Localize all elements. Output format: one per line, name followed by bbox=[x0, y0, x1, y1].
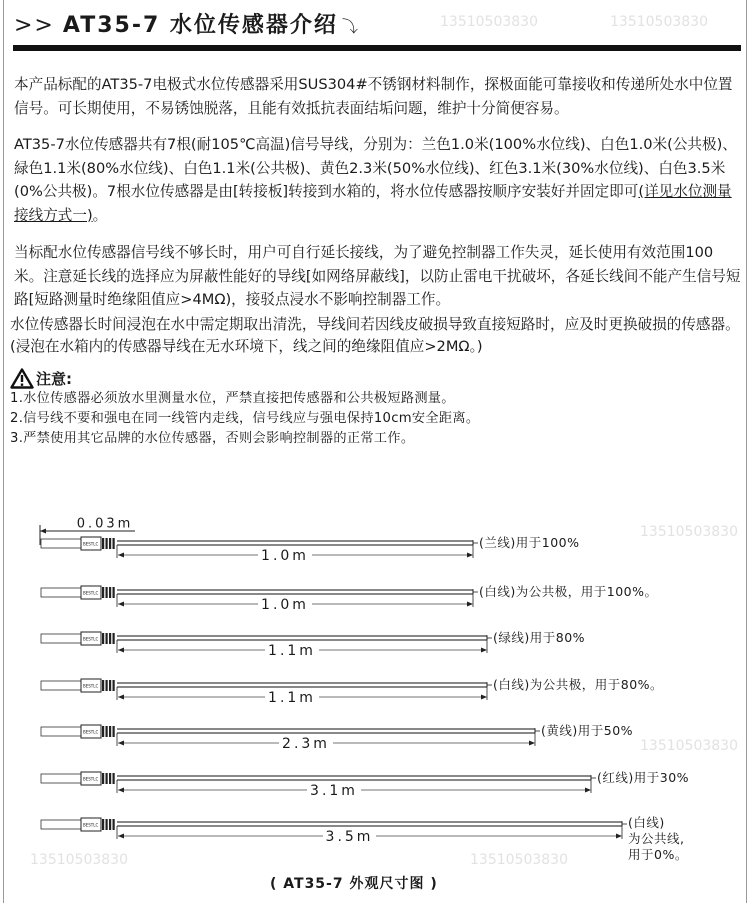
connector-ridge bbox=[102, 538, 104, 549]
connector-ridge bbox=[102, 819, 104, 830]
dimension-arrow-left bbox=[118, 788, 124, 793]
connector-brand-text: BESTLC bbox=[83, 822, 99, 828]
chevron-icon: >> bbox=[14, 13, 55, 38]
connector-ridge bbox=[102, 726, 104, 737]
intro-paragraph: 本产品标配的AT35-7电极式水位传感器采用SUS304#不锈钢材料制作，探极面能可靠接收和传递所处水中位置信号。可长期使用，不易锈蚀脱落，且能有效抵抗表面结垢问题，维护十分简便容易。 bbox=[14, 76, 733, 117]
connector-ridge bbox=[113, 773, 115, 784]
connector-brand-text: BESTLC bbox=[83, 590, 99, 596]
dimension-arrow-left bbox=[118, 834, 124, 839]
wire-stub bbox=[41, 681, 81, 690]
wire-stub bbox=[41, 634, 81, 643]
dimension-arrow-right bbox=[529, 741, 535, 746]
wire-length-label: 2.3m bbox=[279, 736, 333, 752]
connector-ridge bbox=[113, 538, 115, 549]
extension-paragraph: 当标配水位传感器信号线不够长时，用户可自行延长接线，为了避免控制器工作失灵，延长使用有效范围100米。注意延长线的选择应为屏蔽性能好的导线[如网络屏蔽线]，以防止雷电干扰破坏，各延长线间不能产生信号短路[短路测量时绝缘阻值应>4MΩ)，接驳点浸水不影响控制器工作。 bbox=[14, 244, 741, 308]
connector-brand-text: BESTLC bbox=[83, 776, 99, 782]
connector-ridge bbox=[109, 587, 111, 598]
wire-description: (兰线)用于100% bbox=[479, 535, 580, 550]
connector-ridge bbox=[106, 633, 108, 644]
wire-description: (绿线)用于80% bbox=[493, 630, 586, 645]
connector-ridge bbox=[106, 538, 108, 549]
wire-length-label: 3.5m bbox=[323, 829, 377, 845]
wires-text-end: 。 bbox=[92, 206, 108, 224]
notice-title: 注意: bbox=[36, 369, 72, 388]
connector-ridge bbox=[106, 680, 108, 691]
connector-ridge bbox=[102, 587, 104, 598]
dimension-arrow-right bbox=[467, 553, 473, 558]
watermark: 13510503830 bbox=[610, 14, 708, 30]
connector-ridge bbox=[109, 680, 111, 691]
dimension-arrow-right bbox=[481, 648, 487, 653]
wiring-reference-link[interactable]: (详见水位测量接线方式一) bbox=[14, 183, 732, 224]
connector-brand-text: BESTLC bbox=[83, 636, 99, 642]
connector-ridge bbox=[113, 726, 115, 737]
dimension-arrow-left bbox=[118, 695, 124, 700]
wire-description: (白线)为公共极，用于100%。 bbox=[479, 584, 658, 599]
connector-ridge bbox=[109, 726, 111, 737]
wire-length-label: 1.0m bbox=[258, 548, 312, 564]
connector-brand-text: BESTLC bbox=[83, 683, 99, 689]
wire-description: (白线)为公共极，用于80%。 bbox=[493, 677, 664, 692]
wire-stub bbox=[41, 539, 81, 548]
connector-ridge bbox=[113, 587, 115, 598]
wire-length-label: 3.1m bbox=[307, 783, 361, 799]
connector-ridge bbox=[109, 773, 111, 784]
watermark: 13510503830 bbox=[640, 524, 738, 540]
wire-description: (红线)用于30% bbox=[597, 770, 690, 785]
stub-length-label: 0.03m bbox=[76, 516, 134, 532]
connector-ridge bbox=[109, 819, 111, 830]
dimension-arrow-left bbox=[118, 741, 124, 746]
watermark: 13510503830 bbox=[640, 738, 738, 754]
watermark: 13510503830 bbox=[440, 14, 538, 30]
wire-description: (白线) 为公共线, 用于0%。 bbox=[628, 815, 688, 862]
connector-ridge bbox=[102, 680, 104, 691]
notice-item: 1.水位传感器必须放水里测量水位，严禁直接把传感器和公共极短路测量。 bbox=[10, 390, 455, 406]
dimension-arrow-right bbox=[585, 788, 591, 793]
stub-arrow bbox=[40, 529, 46, 534]
connector-ridge bbox=[113, 680, 115, 691]
connector-ridge bbox=[109, 633, 111, 644]
wire-description: (黄线)用于50% bbox=[541, 723, 634, 738]
connector-brand-text: BESTLC bbox=[83, 541, 99, 547]
connector-brand-text: BESTLC bbox=[83, 729, 99, 735]
wire-stub bbox=[41, 774, 81, 783]
connector-ridge bbox=[106, 587, 108, 598]
connector-ridge bbox=[106, 819, 108, 830]
wire-stub bbox=[41, 727, 81, 736]
watermark: 13510503830 bbox=[30, 852, 128, 868]
connector-ridge bbox=[113, 819, 115, 830]
watermark: 13510503830 bbox=[470, 852, 568, 868]
dimension-arrow-left bbox=[118, 648, 124, 653]
wires-text: AT35-7水位传感器共有7根(耐105℃高温)信号导线，分别为：兰色1.0米(100%水位线)、白色1.0米(公共极)、緑色1.1米(80%水位线)、白色1.1米(公共极)、黄色2.3米(50%水位线)、红色3.1米(30%水位线)、白色3.5米(0%公共极)。7根水位传感器是由[转接板]转接到水箱的，将水位传感器按顺序安装好并固定即可 bbox=[14, 136, 737, 200]
wire-length-label: 1.1m bbox=[265, 643, 319, 659]
wire-stub bbox=[41, 588, 81, 597]
arrow-mark-icon: ⤵ bbox=[341, 17, 360, 36]
dimension-arrow-right bbox=[481, 695, 487, 700]
connector-ridge bbox=[109, 538, 111, 549]
title-text: AT35-7 水位传感器介绍 bbox=[62, 13, 338, 38]
dimension-arrow-left bbox=[118, 553, 124, 558]
dimension-arrow-right bbox=[616, 834, 622, 839]
diagram-caption: ( AT35-7 外观尺寸图 ) bbox=[270, 876, 438, 892]
wire-stub bbox=[41, 820, 81, 829]
connector-ridge bbox=[102, 633, 104, 644]
dimension-arrow-left bbox=[118, 602, 124, 607]
dimension-arrow-right bbox=[467, 602, 473, 607]
connector-ridge bbox=[113, 633, 115, 644]
connector-ridge bbox=[106, 773, 108, 784]
wire-length-label: 1.1m bbox=[265, 690, 319, 706]
wire-length-label: 1.0m bbox=[258, 597, 312, 613]
connector-ridge bbox=[102, 773, 104, 784]
notice-item: 3.严禁使用其它品牌的水位传感器，否则会影响控制器的正常工作。 bbox=[10, 430, 415, 446]
maintenance-paragraph: 水位传感器长时间浸泡在水中需定期取出清洗，导线间若因线皮破损导致直接短路时，应及时更换破损的传感器。(浸泡在水箱内的传感器导线在无水环境下，线之间的绝缘阻值应>2MΩ。) bbox=[10, 315, 740, 355]
connector-ridge bbox=[106, 726, 108, 737]
notice-item: 2.信号线不要和强电在同一线管内走线，信号线应与强电保持10cm安全距离。 bbox=[10, 410, 480, 426]
